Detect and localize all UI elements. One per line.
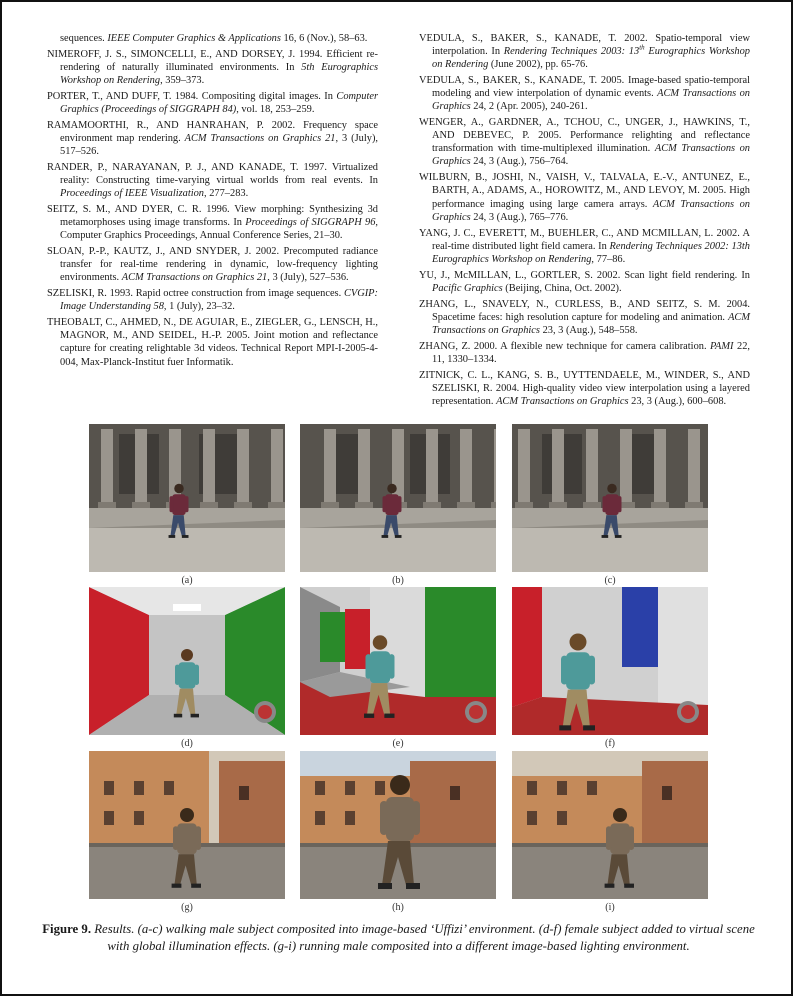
reference-entry: NIMEROFF, J. S., SIMONCELLI, E., AND DORSEY, J. 1994. Efficient re-rendering of naturally illuminated environments. In 5th Eurographics Workshop on Rendering, 359–373. xyxy=(47,48,379,87)
panel-label: (i) xyxy=(605,902,615,913)
figure-panel-h xyxy=(300,751,496,899)
panel-image xyxy=(512,751,708,899)
panel-label: (h) xyxy=(392,902,404,913)
reference-entry: PORTER, T., AND DUFF, T. 1984. Compositing digital images. In Computer Graphics (Proceedings of SIGGRAPH 84), vol. 18, 253–259. xyxy=(47,90,378,116)
reference-entry: sequences. IEEE Computer Graphics & Applications 16, 6 (Nov.), 58–63. xyxy=(60,33,368,44)
figure-caption xyxy=(42,921,755,954)
reference-entry: YANG, J. C., EVERETT, M., BUEHLER, C., AND MCMILLAN, L. 2002. A real-time distributed light field camera. In Rendering Techniques 2002: 13th Eurographics Workshop on Rendering, 77–86. xyxy=(419,227,750,265)
reference-entry: WILBURN, B., JOSHI, N., VAISH, V., TALVALA, E.-V., ANTUNEZ, E., BARTH, A., ADAMS, A., HOROWITZ, M., AND LEVOY, M. 2005. High performance imaging using large camera arrays. ACM Transactions on Graphics 24, 3 (Aug.), 765–776. xyxy=(419,172,751,223)
reference-entry: RANDER, P., NARAYANAN, P. J., AND KANADE, T. 1997. Virtualized reality: Constructing time-varying virtual worlds from real events. In Proceedings of IEEE Visualization, 277–283. xyxy=(47,162,378,200)
figure-panel-g xyxy=(89,751,285,899)
panel-label: (a) xyxy=(181,575,193,586)
figure-panel-i xyxy=(512,751,708,899)
panel-image xyxy=(89,587,285,735)
figure-panel-c xyxy=(512,424,708,572)
figure-panel-d xyxy=(89,587,285,735)
panel-label: (f) xyxy=(605,738,615,749)
figure-panel-a xyxy=(89,424,285,572)
figure-panel-e xyxy=(300,587,496,735)
reference-entry: ZITNICK, C. L., KANG, S. B., UYTTENDAELE, M., WINDER, S., AND SZELISKI, R. 2004. High-quality video view interpolation using a layered representation. ACM Transactions on Graphics 23, 3 (Aug.), 600–608. xyxy=(419,369,750,407)
panel-label: (e) xyxy=(392,738,404,749)
reference-entry: SZELISKI, R. 1993. Rapid octree construction from image sequences. CVGIP: Image Understanding 58, 1 (July), 23–32. xyxy=(47,288,378,313)
panel-image xyxy=(300,751,496,899)
reference-entry: SLOAN, P.-P., KAUTZ, J., AND SNYDER, J. 2002. Precomputed radiance transfer for real-time rendering in dynamic, low-frequency lighting environments. ACM Transactions on Graphics 21, 3 (July), 527–536. xyxy=(47,246,378,284)
reference-entry: ZHANG, L., SNAVELY, N., CURLESS, B., AND SEITZ, S. M. 2004. Spacetime faces: high resolution capture for modeling and animation. ACM Transactions on Graphics 23, 3 (Aug.), 548–558. xyxy=(419,298,750,336)
panel-image xyxy=(512,424,708,572)
reference-entry: ZHANG, Z. 2000. A flexible new technique for camera calibration. PAMI 22, 11, 1330–1334. xyxy=(419,340,751,365)
panel-image xyxy=(89,424,285,572)
panel-label: (d) xyxy=(181,738,193,749)
figure-caption-label: Figure 9. xyxy=(42,922,92,936)
panel-label: (c) xyxy=(604,575,616,586)
references-column-right xyxy=(419,32,750,411)
panel-image xyxy=(300,587,496,735)
figure-panel-b xyxy=(300,424,496,572)
panel-image xyxy=(300,424,496,572)
reference-entry: WENGER, A., GARDNER, A., TCHOU, C., UNGER, J., HAWKINS, T., AND DEBEVEC, P. 2005. Performance relighting and reflectance transformation with time-multiplexed illumination. ACM Transactions on Graphics 24, 3 (Aug.), 756–764. xyxy=(419,117,751,168)
panel-image xyxy=(512,587,708,735)
reference-entry: YU, J., McMILLAN, L., GORTLER, S. 2002. Scan light field rendering. In Pacific Graphics (Beijing, China, Oct. 2002). xyxy=(419,269,750,294)
figure-caption-text: Results. (a-c) walking male subject composited into image-based ‘Uffizi’ environment. (d-f) female subject added to virtual scene with global illumination effects. (g-i) running male composited into a different image-based lighting environment. xyxy=(91,922,755,953)
panel-label: (g) xyxy=(181,902,193,913)
panel-image xyxy=(89,751,285,899)
reference-entry: VEDULA, S., BAKER, S., KANADE, T. 2002. Spatio-temporal view interpolation. In Rendering Techniques 2003: 13th Eurographics Workshop on Rendering (June 2002), pp. 65-76. xyxy=(419,33,750,71)
references-column-left xyxy=(47,32,378,371)
reference-entry: RAMAMOORTHI, R., AND HANRAHAN, P. 2002. Frequency space environment map rendering. ACM Transactions on Graphics 21, 3 (July), 517–526. xyxy=(47,119,379,158)
reference-entry: VEDULA, S., BAKER, S., KANADE, T. 2005. Image-based spatio-temporal modeling and view interpolation of dynamic events. ACM Transactions on Graphics 24, 2 (Apr. 2005), 240-261. xyxy=(419,75,751,113)
figure-panel-f xyxy=(512,587,708,735)
panel-label: (b) xyxy=(392,575,404,586)
reference-entry: SEITZ, S. M., AND DYER, C. R. 1996. View morphing: Synthesizing 3d metamorphoses using image transforms. In Proceedings of SIGGRAPH 96, Computer Graphics Proceedings, Annual Conference Series, 21–30. xyxy=(47,204,378,242)
reference-entry: THEOBALT, C., AHMED, N., DE AGUIAR, E., ZIEGLER, G., LENSCH, H., MAGNOR, M., AND SEIDEL, H.-P. 2005. Joint motion and reflectance capture for creating relightable 3d videos. Technical Report MPI-I-2005-4-004, Max-Planck-Institut fuer Informatik. xyxy=(47,317,378,368)
